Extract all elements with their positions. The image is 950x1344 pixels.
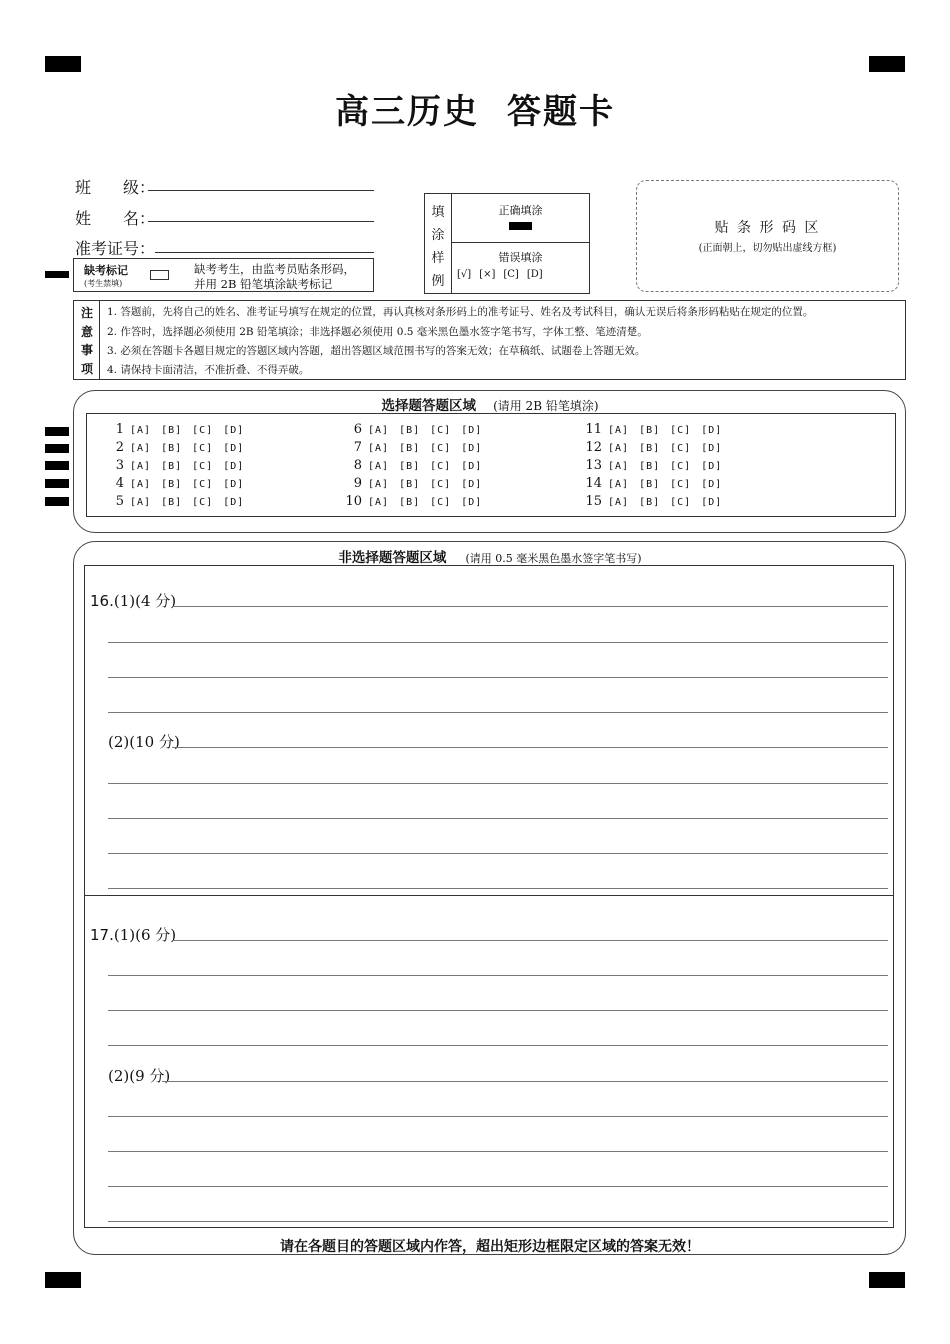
mc-option-bubble[interactable]: [A]	[368, 425, 390, 436]
answer-line[interactable]	[108, 1010, 888, 1011]
mc-option-bubble[interactable]: [C]	[670, 425, 692, 436]
mc-option-bubble[interactable]: [A]	[368, 461, 390, 472]
mc-option-bubble[interactable]: [C]	[192, 497, 214, 508]
q17-part2-label: (2)(9 分)	[108, 1067, 171, 1085]
mc-option-bubble[interactable]: [D]	[701, 461, 723, 472]
timing-mark	[45, 444, 69, 453]
answer-line[interactable]	[108, 1045, 888, 1046]
mc-option-bubble[interactable]: [A]	[368, 497, 390, 508]
q16-part2-label: (2)(10 分)	[108, 733, 180, 751]
corner-mark-bottom-right	[869, 1272, 905, 1288]
wrong-mark: [C]	[503, 269, 519, 280]
answer-line[interactable]	[108, 677, 888, 678]
mc-header	[0, 394, 950, 414]
mc-option-bubble[interactable]: [C]	[192, 425, 214, 436]
mc-question	[582, 440, 732, 455]
mc-question	[582, 458, 732, 473]
mc-question	[342, 476, 492, 491]
mc-question	[342, 422, 492, 437]
answer-line[interactable]	[108, 1221, 888, 1222]
mc-option-bubble[interactable]: [B]	[639, 497, 661, 508]
absent-label: 缺考标记	[84, 264, 128, 277]
side-char: 例	[431, 274, 445, 289]
barcode-area	[636, 180, 899, 292]
mc-option-bubble[interactable]: [C]	[192, 461, 214, 472]
mc-option-bubble[interactable]: [C]	[670, 497, 692, 508]
mc-option-bubble[interactable]: [B]	[639, 461, 661, 472]
mc-option-bubble[interactable]: [D]	[223, 497, 245, 508]
note-item: 3. 必须在答题卡各题目规定的答题区域内答题，超出答题区域范围书写的答案无效；在草稿纸、试题卷上答题无效。	[107, 345, 646, 357]
mc-option-bubble[interactable]: [D]	[223, 425, 245, 436]
mc-title: 选择题答题区域	[381, 398, 476, 414]
answer-line[interactable]	[108, 783, 888, 784]
mc-option-bubble[interactable]: [B]	[399, 497, 421, 508]
nonmc-header	[0, 546, 950, 566]
fill-sample-box	[424, 193, 590, 294]
mc-option-bubble[interactable]: [D]	[461, 497, 483, 508]
mc-option-bubble[interactable]: [B]	[639, 425, 661, 436]
answer-line[interactable]	[108, 712, 888, 713]
mc-question	[342, 494, 492, 509]
exam-no-field[interactable]	[155, 252, 374, 253]
wrong-mark: [√]	[457, 269, 472, 280]
mc-option-bubble[interactable]: [B]	[399, 425, 421, 436]
mc-option-bubble[interactable]: [B]	[399, 479, 421, 490]
mc-question-number: 4	[115, 476, 124, 491]
exam-no-label: 准考证号：	[75, 239, 156, 258]
mc-option-bubble[interactable]: [D]	[461, 425, 483, 436]
page-title	[0, 84, 950, 133]
barcode-title: 贴 条 形 码 区	[714, 220, 821, 236]
mc-question-number: 11	[585, 422, 602, 437]
mc-question-number: 5	[115, 494, 124, 509]
wrong-label: 错误填涂	[498, 251, 543, 264]
name-label: 姓 名：	[75, 209, 156, 228]
answer-line[interactable]	[108, 888, 888, 889]
title-card: 答题卡	[507, 92, 615, 132]
corner-mark-bottom-left	[45, 1272, 81, 1288]
mc-question	[582, 422, 732, 437]
notes-side	[78, 304, 96, 378]
side-char: 填	[431, 205, 445, 220]
timing-mark	[45, 479, 69, 488]
mc-option-bubble[interactable]: [D]	[223, 443, 245, 454]
mc-option-bubble[interactable]: [B]	[399, 461, 421, 472]
mc-option-bubble[interactable]: [D]	[461, 443, 483, 454]
side-char: 意	[80, 324, 93, 339]
absent-desc-1: 缺考考生，由监考员贴条形码，	[194, 262, 355, 276]
mc-question-number: 14	[585, 476, 602, 491]
mc-question	[104, 494, 254, 509]
nonmc-title: 非选择题答题区域	[338, 550, 447, 566]
mc-option-bubble[interactable]: [A]	[608, 461, 630, 472]
side-char: 注	[80, 306, 93, 320]
mc-question	[342, 440, 492, 455]
answer-line[interactable]	[108, 642, 888, 643]
answer-line[interactable]	[162, 1081, 888, 1082]
mc-question-number: 2	[115, 440, 124, 455]
barcode-note: (正面朝上，切勿贴出虚线方框)	[698, 243, 837, 254]
mc-option-bubble[interactable]: [B]	[639, 443, 661, 454]
q17-box	[84, 895, 894, 1228]
mc-option-bubble[interactable]: [A]	[608, 479, 630, 490]
mc-question-number: 13	[585, 458, 602, 473]
q16-box	[84, 565, 894, 896]
mc-question	[104, 476, 254, 491]
timing-mark	[45, 271, 69, 278]
mc-option-bubble[interactable]: [D]	[701, 497, 723, 508]
nonmc-subtitle: (请用 0.5 毫米黑色墨水签字笔书写)	[465, 552, 642, 565]
answer-line[interactable]	[108, 1186, 888, 1187]
mc-option-bubble[interactable]: [A]	[608, 497, 630, 508]
side-char: 样	[431, 251, 445, 266]
mc-option-bubble[interactable]: [D]	[701, 479, 723, 490]
mc-option-bubble[interactable]: [C]	[670, 479, 692, 490]
mc-question	[582, 476, 732, 491]
answer-line[interactable]	[172, 940, 888, 941]
class-label: 班 级：	[75, 178, 156, 197]
mc-option-bubble[interactable]: [C]	[430, 479, 452, 490]
mc-option-bubble[interactable]: [A]	[130, 497, 152, 508]
answer-line[interactable]	[108, 1151, 888, 1152]
correct-fill-mark	[509, 222, 532, 230]
wrong-mark: [×]	[479, 269, 496, 280]
absent-sub: (考生禁填)	[84, 279, 123, 288]
mc-option-bubble[interactable]: [D]	[701, 443, 723, 454]
mc-option-bubble[interactable]: [A]	[368, 443, 390, 454]
note-item: 2. 作答时，选择题必须使用 2B 铅笔填涂；非选择题必须使用 0.5 毫米黑色墨水签字笔书写，字体工整、笔迹清楚。	[107, 326, 648, 338]
mc-question	[104, 458, 254, 473]
mc-option-bubble[interactable]: [A]	[130, 443, 152, 454]
mc-question-number: 10	[345, 494, 362, 509]
mc-question	[342, 458, 492, 473]
mc-question-number: 1	[115, 422, 124, 437]
mc-question-number: 9	[353, 476, 362, 491]
q16-part1: (1)(4 分)	[113, 592, 177, 610]
timing-mark	[45, 461, 69, 470]
mc-option-bubble[interactable]: [A]	[130, 479, 152, 490]
mc-option-bubble[interactable]: [A]	[608, 425, 630, 436]
mc-question-number: 3	[115, 458, 124, 473]
title-subject: 高三历史	[335, 92, 479, 132]
mc-option-bubble[interactable]: [C]	[670, 443, 692, 454]
answer-line[interactable]	[172, 747, 888, 748]
note-item: 4. 请保持卡面清洁，不准折叠、不得弄破。	[107, 364, 310, 376]
mc-option-bubble[interactable]: [D]	[461, 461, 483, 472]
mc-question-number: 8	[353, 458, 362, 473]
answer-line[interactable]	[172, 606, 888, 607]
mc-option-bubble[interactable]: [B]	[161, 497, 183, 508]
mc-option-bubble[interactable]: [C]	[192, 443, 214, 454]
mc-option-bubble[interactable]: [B]	[161, 443, 183, 454]
mc-option-bubble[interactable]: [B]	[161, 425, 183, 436]
correct-label: 正确填涂	[498, 204, 543, 217]
wrong-mark: [D]	[526, 269, 543, 280]
footer-warning: 请在各题目的答题区域内作答，超出矩形边框限定区域的答案无效！	[280, 1239, 700, 1255]
answer-line[interactable]	[108, 1116, 888, 1117]
mc-option-bubble[interactable]: [D]	[223, 479, 245, 490]
mc-option-bubble[interactable]: [B]	[161, 461, 183, 472]
side-char: 项	[80, 361, 93, 376]
answer-line[interactable]	[108, 818, 888, 819]
absent-desc-2: 并用 2B 铅笔填涂缺考标记	[194, 277, 333, 291]
class-field[interactable]	[148, 190, 374, 191]
answer-line[interactable]	[108, 975, 888, 976]
mc-question-number: 6	[353, 422, 362, 437]
note-item: 1. 答题前，先将自己的姓名、准考证号填写在规定的位置，再认真核对条形码上的准考证号、姓名及考试科目，确认无误后将条形码粘贴在规定的位置。	[107, 306, 814, 318]
mc-option-bubble[interactable]: [C]	[192, 479, 214, 490]
fill-sample-side	[430, 201, 446, 293]
wrong-marks	[457, 269, 543, 280]
mc-question	[104, 440, 254, 455]
mc-question	[582, 494, 732, 509]
mc-option-bubble[interactable]: [C]	[430, 461, 452, 472]
mc-option-bubble[interactable]: [D]	[223, 461, 245, 472]
name-field[interactable]	[148, 221, 374, 222]
timing-mark	[45, 497, 69, 506]
side-char: 涂	[431, 228, 445, 243]
q17-number: 17.	[90, 926, 114, 944]
corner-mark-top-right	[869, 56, 905, 72]
mc-option-bubble[interactable]: [D]	[701, 425, 723, 436]
mc-question-number: 12	[585, 440, 602, 455]
answer-line[interactable]	[108, 853, 888, 854]
q16-number: 16.	[90, 592, 114, 610]
timing-mark	[45, 427, 69, 436]
mc-question-number: 7	[353, 440, 362, 455]
q17-label	[90, 924, 176, 945]
q17-part1: (1)(6 分)	[113, 926, 177, 944]
mc-option-bubble[interactable]: [C]	[430, 425, 452, 436]
mc-option-bubble[interactable]: [C]	[430, 497, 452, 508]
mc-option-bubble[interactable]: [A]	[608, 443, 630, 454]
mc-option-bubble[interactable]: [B]	[161, 479, 183, 490]
mc-question	[104, 422, 254, 437]
q16-label	[90, 590, 176, 611]
corner-mark-top-left	[45, 56, 81, 72]
mc-option-bubble[interactable]: [B]	[399, 443, 421, 454]
mc-option-bubble[interactable]: [A]	[368, 479, 390, 490]
mc-option-bubble[interactable]: [A]	[130, 461, 152, 472]
mc-question-number: 15	[585, 494, 602, 509]
mc-option-bubble[interactable]: [C]	[430, 443, 452, 454]
mc-option-bubble[interactable]: [A]	[130, 425, 152, 436]
absent-mark-box	[73, 258, 374, 292]
mc-subtitle: (请用 2B 铅笔填涂)	[493, 399, 599, 413]
side-char: 事	[80, 343, 93, 357]
mc-option-bubble[interactable]: [D]	[461, 479, 483, 490]
mc-option-bubble[interactable]: [C]	[670, 461, 692, 472]
mc-option-bubble[interactable]: [B]	[639, 479, 661, 490]
absent-checkbox[interactable]	[150, 270, 169, 280]
